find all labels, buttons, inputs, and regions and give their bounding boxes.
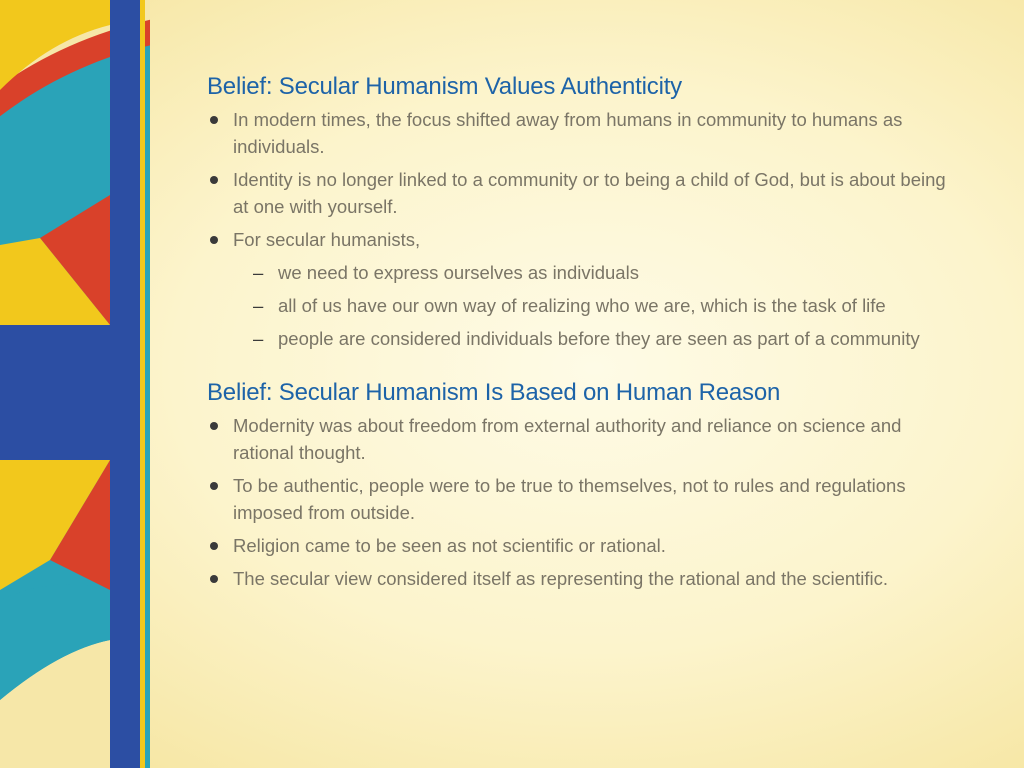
bullet-item <box>207 106 947 160</box>
bullet-item <box>207 166 947 220</box>
slide-content <box>207 72 947 598</box>
bullet-icon <box>210 482 218 490</box>
dash-icon: – <box>253 295 264 316</box>
bullet-icon <box>210 176 218 184</box>
bullet-text: Religion came to be seen as not scientific or rational. <box>233 535 666 556</box>
sub-bullet-item <box>233 325 947 352</box>
bullet-text: In modern times, the focus shifted away from humans in community to humans as individuals. <box>233 109 903 157</box>
bullet-text: Modernity was about freedom from external authority and reliance on science and rational thought. <box>233 415 902 463</box>
section <box>207 72 947 352</box>
bullet-text: The secular view considered itself as representing the rational and the scientific. <box>233 568 889 589</box>
bullet-text: To be authentic, people were to be true to themselves, not to rules and regulations imposed from outside. <box>233 475 906 523</box>
bullet-list <box>207 412 947 592</box>
bullet-item <box>207 532 947 559</box>
bullet-item <box>207 412 947 466</box>
bullet-icon <box>210 422 218 430</box>
bullet-text: Identity is no longer linked to a community or to being a child of God, but is about being at one with yourself. <box>233 169 946 217</box>
bullet-list <box>207 106 947 352</box>
decorative-side-art <box>0 0 150 768</box>
bullet-icon <box>210 575 218 583</box>
sub-bullet-item <box>233 292 947 319</box>
bullet-item <box>207 226 947 352</box>
decor-blue-bar <box>110 0 140 768</box>
sub-bullet-list <box>233 259 947 352</box>
sub-bullet-item <box>233 259 947 286</box>
sub-bullet-text: we need to express ourselves as individuals <box>278 262 639 283</box>
decor-blue-band <box>0 325 110 460</box>
bullet-icon <box>210 542 218 550</box>
bullet-icon <box>210 116 218 124</box>
section <box>207 378 947 592</box>
bullet-text: For secular humanists, <box>233 229 421 250</box>
dash-icon: – <box>253 328 264 349</box>
bullet-icon <box>210 236 218 244</box>
bullet-item <box>207 472 947 526</box>
sub-bullet-text: people are considered individuals before they are seen as part of a community <box>278 328 920 349</box>
dash-icon: – <box>253 262 264 283</box>
decor-yellow-stripe <box>140 0 145 768</box>
section-heading: Belief: Secular Humanism Is Based on Human Reason <box>207 379 781 406</box>
bullet-item <box>207 565 947 592</box>
section-heading: Belief: Secular Humanism Values Authenticity <box>207 73 682 100</box>
sub-bullet-text: all of us have our own way of realizing who we are, which is the task of life <box>278 295 886 316</box>
